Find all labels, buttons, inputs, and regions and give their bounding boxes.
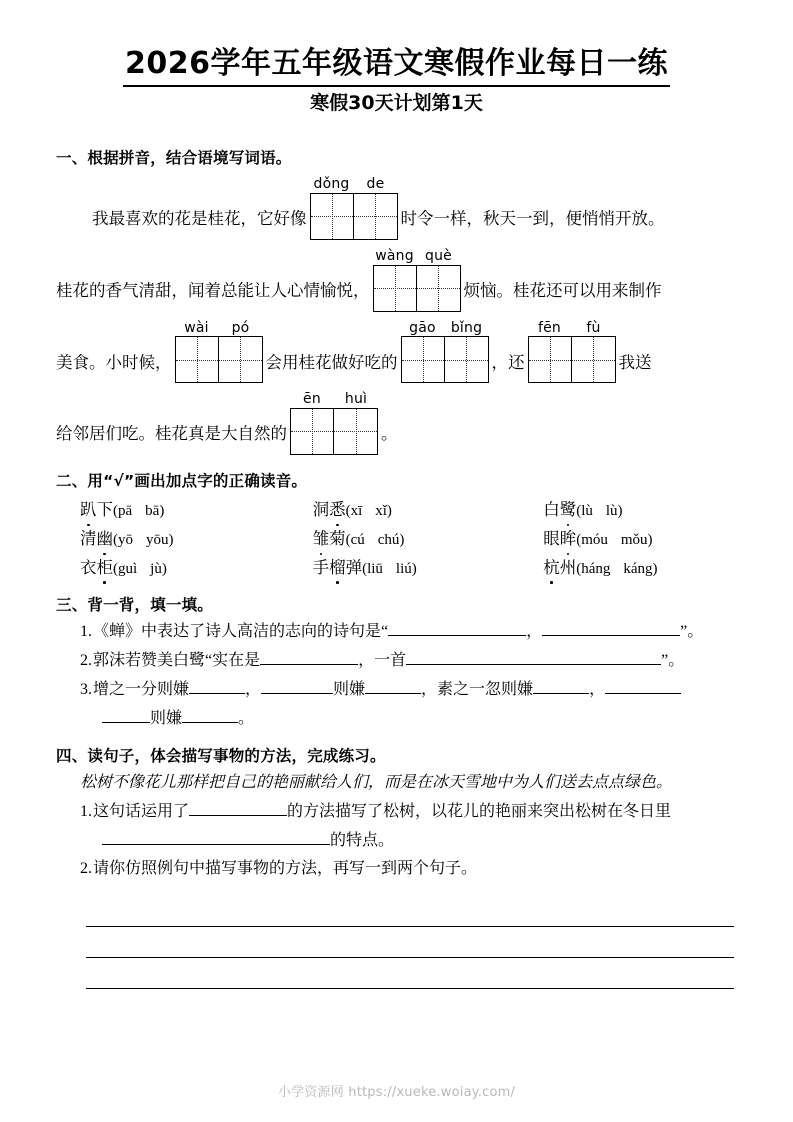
- pinyin-choice-item[interactable]: [543, 554, 737, 583]
- pinyin-syllable: dǒng: [313, 176, 350, 193]
- pinyin-options[interactable]: (liū liú): [362, 560, 417, 577]
- question-text: 的特点。: [330, 831, 395, 849]
- word-char: 眼: [543, 528, 560, 548]
- tianzige-grid[interactable]: [310, 193, 398, 240]
- answer-write-lines: [56, 896, 737, 989]
- line-4-text-before: 给邻居们吃。桂花真是大自然的: [56, 424, 287, 444]
- section-3-question-3: [56, 677, 737, 703]
- pinyin-options[interactable]: (xī xǐ): [345, 502, 392, 519]
- tianzige-cell[interactable]: [334, 409, 377, 454]
- line-2-text-after: 烦恼。桂花还可以用来制作: [463, 281, 662, 301]
- question-text: ，: [589, 681, 606, 699]
- tianzige-cell[interactable]: [417, 266, 460, 311]
- pinyin-label-dongde: [310, 177, 398, 193]
- pinyin-label-waipo: [175, 321, 263, 337]
- line-3-text-mid-2: ，还: [491, 352, 525, 372]
- pinyin-option[interactable]: cú: [350, 531, 365, 548]
- dotted-char: 趴: [80, 496, 97, 524]
- dotted-char: 幽: [97, 525, 114, 553]
- tianzige-gaobing[interactable]: [401, 321, 489, 384]
- page-subtitle: 寒假30天计划第1天: [310, 91, 483, 114]
- section-2-row: [80, 525, 737, 554]
- pinyin-option[interactable]: lù: [581, 502, 593, 519]
- section-1-heading: 一、根据拼音，结合语境写词语。: [56, 149, 292, 168]
- section-4-heading: 四、读句子，体会描写事物的方法，完成练习。: [56, 747, 386, 765]
- section-3-body: [56, 619, 737, 732]
- question-text: ”。: [661, 652, 685, 670]
- question-text: 郭沫若赞美白鹭“实在是: [93, 652, 261, 670]
- pinyin-syllable: fēn: [537, 319, 561, 336]
- section-1-line-3: [56, 321, 737, 384]
- pinyin-choice-item[interactable]: [80, 554, 313, 583]
- pinyin-syllable: de: [366, 176, 385, 193]
- pinyin-option[interactable]: bā: [145, 502, 160, 519]
- pinyin-choice-item[interactable]: [313, 496, 544, 525]
- tianzige-grid[interactable]: [175, 336, 263, 383]
- question-number: 2.: [80, 860, 92, 878]
- answer-blank[interactable]: [182, 706, 238, 723]
- line-3-text-after: 我送: [618, 352, 652, 372]
- dotted-char: 杭: [543, 554, 560, 582]
- word-char: 下: [96, 499, 113, 519]
- question-number: 1.: [80, 802, 92, 820]
- question-number: 1.: [80, 623, 92, 641]
- dotted-char: 眸: [560, 525, 577, 553]
- question-text: 增之一分则嫌: [93, 681, 190, 699]
- pinyin-syllable: què: [425, 247, 452, 264]
- tianzige-grid[interactable]: [290, 408, 378, 455]
- page-title: 2026学年五年级语文寒假作业每日一练: [123, 46, 670, 87]
- write-line[interactable]: [86, 896, 734, 927]
- dotted-char: 雏: [313, 525, 330, 553]
- pinyin-syllable: bǐng: [450, 319, 483, 336]
- site-watermark: 小学资源网 https://xueke.woiay.com/: [277, 1085, 516, 1100]
- line-1-text-before: 我最喜欢的花是桂花，它好像: [92, 209, 307, 229]
- pinyin-option[interactable]: pā: [118, 502, 133, 519]
- word-char: 州: [559, 557, 577, 577]
- pinyin-option[interactable]: jù: [150, 560, 162, 577]
- tianzige-wangque[interactable]: [373, 249, 461, 312]
- tianzige-cell[interactable]: [311, 194, 354, 239]
- section-2-row: [80, 554, 737, 583]
- tianzige-grid[interactable]: [373, 265, 461, 312]
- section-3-heading: 三、背一背，填一填。: [56, 596, 214, 615]
- section-2-row: [80, 496, 737, 525]
- pinyin-options[interactable]: (yō yōu): [113, 531, 174, 548]
- title-block: [56, 0, 737, 116]
- section-1-line-1: [56, 177, 737, 240]
- section-3-question-2: [56, 648, 737, 674]
- answer-blank[interactable]: [605, 677, 681, 694]
- dotted-char: 鹭: [560, 496, 577, 524]
- write-line[interactable]: [86, 927, 734, 958]
- pinyin-syllable: huì: [344, 391, 368, 408]
- tianzige-fenfu[interactable]: [528, 321, 616, 384]
- example-sentence: 松树不像花儿那样把自己的艳丽献给人们，而是在冰天雪地中为人们送去点点绿色。: [80, 774, 673, 791]
- pinyin-syllable: fù: [586, 319, 601, 336]
- pinyin-option[interactable]: móu: [581, 531, 608, 548]
- question-text: 则嫌: [150, 710, 183, 728]
- question-text: ，素之一忽则嫌: [421, 681, 534, 699]
- tianzige-cell[interactable]: [219, 337, 262, 382]
- line-1-text-after: 时令一样，秋天一到，便悄悄开放。: [400, 209, 665, 229]
- pinyin-option[interactable]: lù: [605, 502, 618, 519]
- section-2-heading: 二、用“√”画出加点字的正确读音。: [56, 471, 308, 490]
- tianzige-cell[interactable]: [445, 337, 488, 382]
- section-4-question-1: [56, 799, 737, 825]
- pinyin-option[interactable]: yōu: [146, 531, 169, 548]
- answer-blank[interactable]: [102, 828, 330, 845]
- pinyin-label-gaobing: [401, 321, 489, 337]
- line-2-text-before: 桂花的香气清甜，闻着总能让人心情愉悦，: [56, 281, 370, 301]
- pinyin-syllable: wàng: [375, 247, 414, 264]
- answer-blank[interactable]: [189, 677, 245, 694]
- line-3-text-before: 美食。小时候，: [56, 352, 172, 372]
- answer-blank[interactable]: [542, 619, 680, 636]
- word-char: 洞: [312, 499, 330, 519]
- pinyin-choice-item[interactable]: [543, 496, 737, 525]
- pinyin-options[interactable]: (pā bā): [113, 502, 165, 519]
- question-text: 。: [238, 710, 255, 728]
- question-text: ，: [245, 681, 262, 699]
- answer-blank[interactable]: [365, 677, 421, 694]
- tianzige-grid[interactable]: [401, 336, 489, 383]
- answer-blank[interactable]: [102, 706, 150, 723]
- word-char: 白: [543, 499, 560, 519]
- tianzige-cell[interactable]: [374, 266, 417, 311]
- question-number: 2.: [80, 652, 92, 670]
- answer-blank[interactable]: [388, 619, 526, 636]
- word-char: 清: [80, 528, 97, 548]
- question-text: 《蝉》中表达了诗人高洁的志向的诗句是“: [93, 623, 389, 641]
- tianzige-cell[interactable]: [529, 337, 572, 382]
- pinyin-choice-item[interactable]: [313, 525, 544, 554]
- tianzige-cell[interactable]: [354, 194, 397, 239]
- question-text: ”。: [680, 623, 704, 641]
- pinyin-option[interactable]: yō: [118, 531, 133, 548]
- pinyin-option[interactable]: xǐ: [375, 502, 387, 519]
- question-text: 这句话运用了: [93, 802, 190, 820]
- pinyin-label-wangque: [373, 249, 461, 265]
- section-4-question-2: [56, 856, 737, 882]
- question-text: 请你仿照例句中描写事物的方法，再写一到两个句子。: [93, 860, 478, 878]
- pinyin-option[interactable]: xī: [350, 502, 363, 519]
- dotted-char: 悉: [329, 496, 346, 524]
- pinyin-option[interactable]: mǒu: [620, 531, 648, 548]
- answer-blank[interactable]: [260, 648, 358, 665]
- section-1-line-4: [56, 392, 737, 455]
- pinyin-options[interactable]: (lù lù): [576, 502, 623, 519]
- pinyin-syllable: ēn: [303, 391, 321, 408]
- dotted-char: 榴: [329, 554, 346, 582]
- pinyin-options[interactable]: (háng káng): [576, 560, 658, 577]
- pinyin-choice-item[interactable]: [80, 525, 313, 554]
- line-3-text-mid-1: 会用桂花做好吃的: [265, 352, 398, 372]
- word-char: 菊: [329, 528, 346, 548]
- section-1-line-2: [56, 249, 737, 312]
- word-char: 衣: [80, 557, 97, 577]
- answer-blank[interactable]: [261, 677, 333, 694]
- pinyin-syllable: pó: [231, 319, 250, 336]
- section-3-question-1: [56, 619, 737, 645]
- write-line[interactable]: [86, 958, 734, 989]
- question-number: 3.: [80, 681, 92, 699]
- word-char: 弹: [345, 557, 363, 577]
- pinyin-syllable: gāo: [409, 319, 436, 336]
- answer-blank[interactable]: [189, 799, 287, 816]
- tianzige-cell[interactable]: [402, 337, 445, 382]
- tianzige-enhui[interactable]: [290, 392, 378, 455]
- pinyin-option[interactable]: guì: [118, 560, 138, 577]
- pinyin-option[interactable]: liú: [395, 560, 412, 577]
- pinyin-option[interactable]: háng: [581, 560, 611, 577]
- section-4-question-1-cont: [56, 828, 737, 854]
- answer-blank[interactable]: [533, 677, 589, 694]
- tianzige-cell[interactable]: [176, 337, 219, 382]
- line-4-text-after: 。: [381, 424, 398, 444]
- section-2-body: [56, 496, 737, 582]
- pinyin-label-enhui: [290, 392, 378, 408]
- pinyin-options[interactable]: (guì jù): [113, 560, 167, 577]
- tianzige-dongde[interactable]: [310, 177, 398, 240]
- question-text: ，: [526, 623, 543, 641]
- tianzige-cell[interactable]: [572, 337, 615, 382]
- pinyin-option[interactable]: liū: [367, 560, 383, 577]
- pinyin-option[interactable]: káng: [623, 560, 653, 577]
- pinyin-label-fenfu: [528, 321, 616, 337]
- pinyin-option[interactable]: chú: [377, 531, 400, 548]
- word-char: 手: [312, 557, 330, 577]
- section-3-question-3-cont: [56, 706, 737, 732]
- pinyin-choice-item[interactable]: [80, 496, 313, 525]
- pinyin-syllable: wài: [184, 319, 209, 336]
- section-4-body: [56, 770, 737, 989]
- tianzige-cell[interactable]: [291, 409, 334, 454]
- pinyin-choice-item[interactable]: [543, 525, 737, 554]
- tianzige-grid[interactable]: [528, 336, 616, 383]
- question-text: ，一首: [358, 652, 407, 670]
- question-text: 的方法描写了松树，以花儿的艳丽来突出松树在冬日里: [287, 802, 672, 820]
- tianzige-waipo[interactable]: [175, 321, 263, 384]
- pinyin-options[interactable]: (móu mǒu): [576, 531, 653, 548]
- pinyin-options[interactable]: (cú chú): [345, 531, 405, 548]
- answer-blank[interactable]: [406, 648, 661, 665]
- section-1-body: [56, 177, 737, 455]
- pinyin-choice-item[interactable]: [313, 554, 544, 583]
- question-text: 则嫌: [333, 681, 366, 699]
- dotted-char: 柜: [97, 554, 114, 582]
